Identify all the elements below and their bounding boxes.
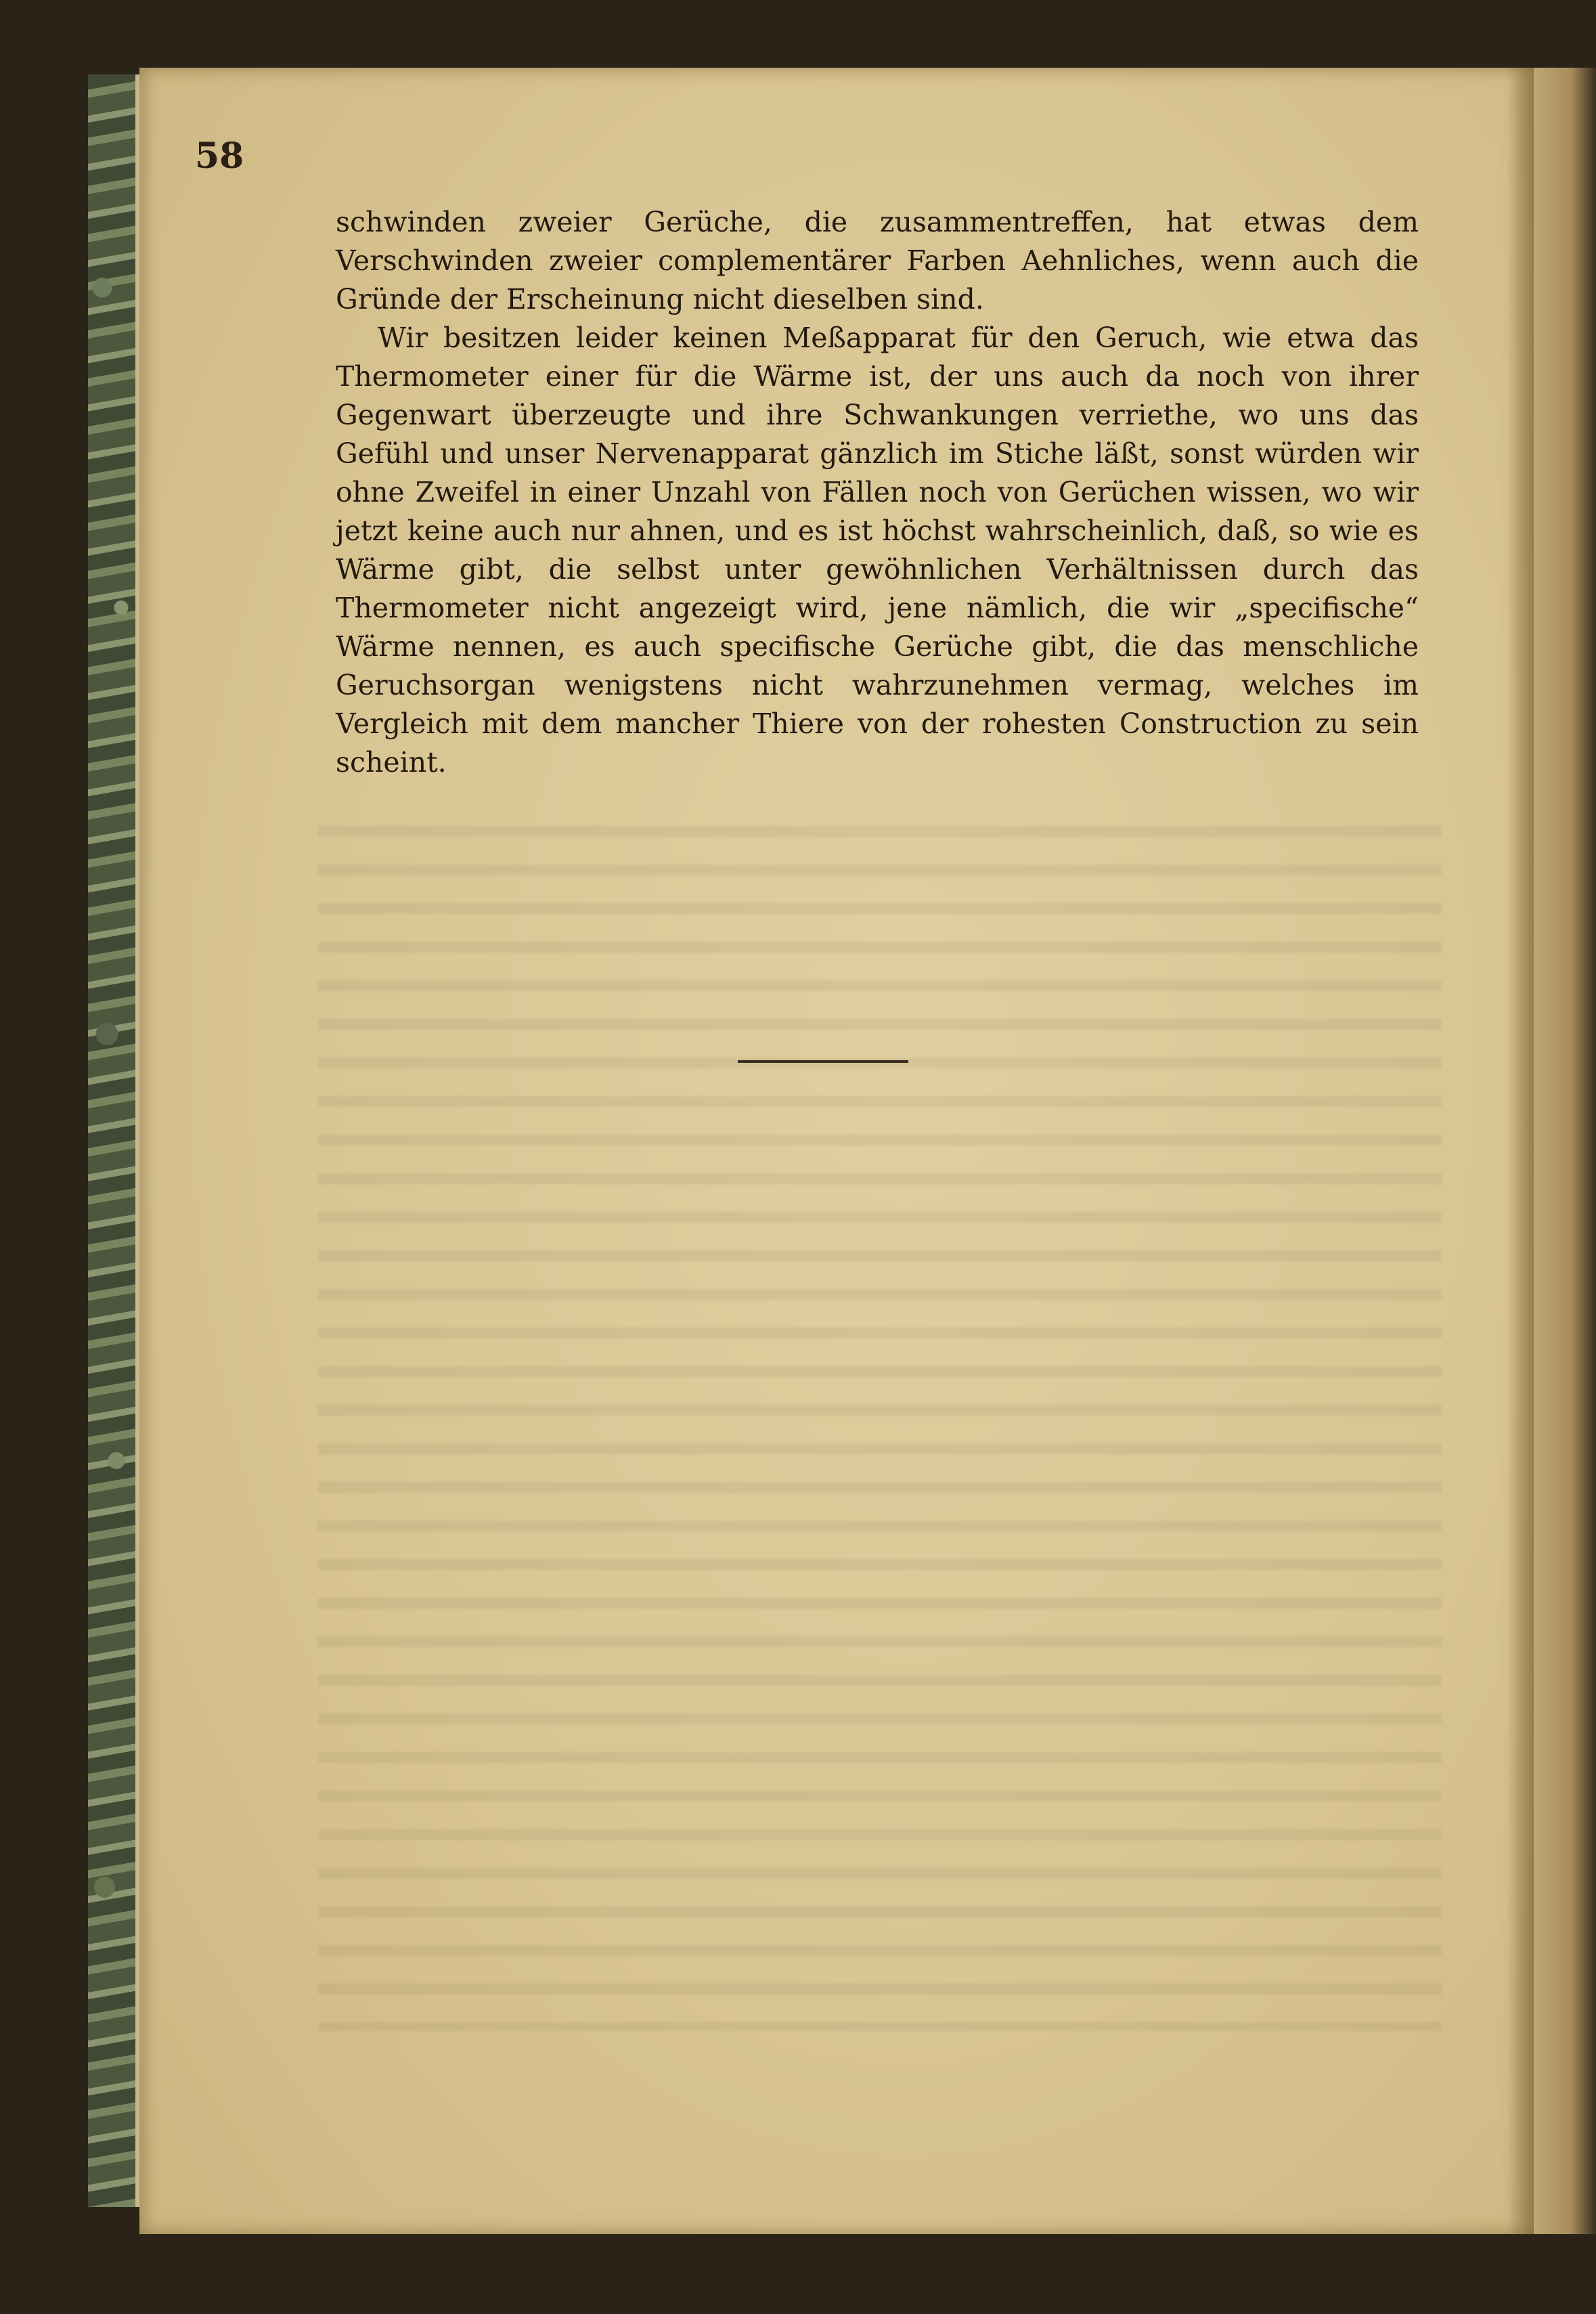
body-text xyxy=(336,203,1419,782)
page-number: 58 xyxy=(195,135,244,177)
page-edge xyxy=(1534,68,1596,2234)
section-divider xyxy=(738,1060,908,1063)
paragraph-2: Wir besitzen leider keinen Meßapparat für den Geruch, wie etwa das Thermometer einer für die Wärme ist, der uns auch da noch von ihrer Gegenwart überzeugte und ihre Schwankungen verriethe, wo uns das Gefühl und unser Nervenapparat gänzlich im Stiche läßt, sonst würden wir ohne Zweifel in einer Unzahl von Fällen noch von Gerüchen wissen, wo wir jetzt keine auch nur ahnen, und es ist höchst wahrscheinlich, daß, so wie es Wärme gibt, die selbst unter gewöhnlichen Verhältnissen durch das Thermometer nicht angezeigt wird, jene nämlich, die wir „specifische“ Wärme nennen, es auch specifische Gerüche gibt, die das menschliche Geruchsorgan wenigstens nicht wahrzunehmen vermag, welches im Vergleich mit dem mancher Thiere von der rohesten Construction zu sein scheint. xyxy=(336,322,1419,779)
paragraph-1: schwinden zweier Gerüche, die zusammentreffen, hat etwas dem Verschwinden zweier complementärer Farben Aehnliches, wenn auch die Gründe der Erscheinung nicht dieselben sind. xyxy=(336,206,1419,315)
page-gutter-shadow xyxy=(1507,68,1534,2234)
bleed-through xyxy=(318,812,1442,2031)
book-spine xyxy=(88,74,139,2207)
